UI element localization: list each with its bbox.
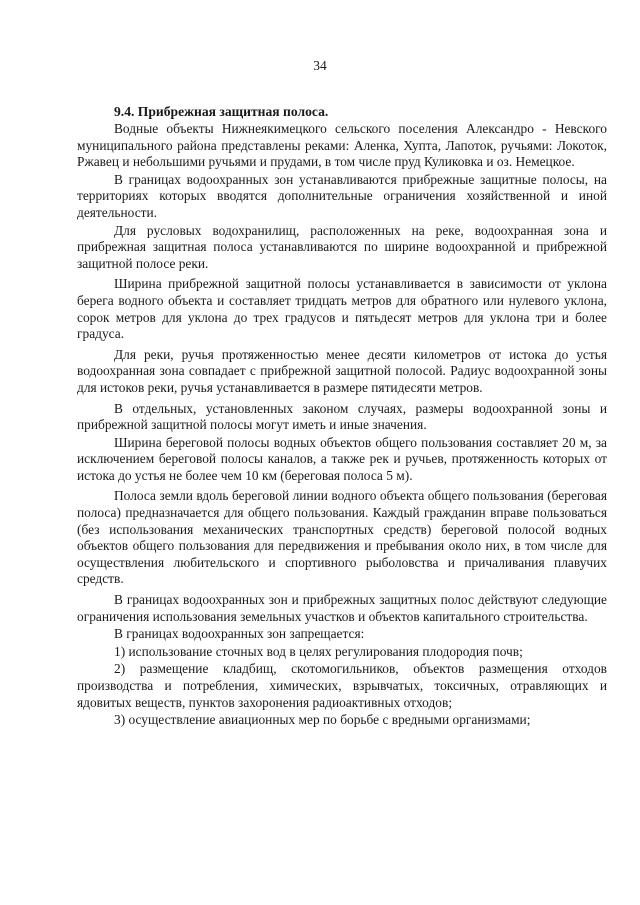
list-item-3: 3) осуществление авиационных мер по борьбе с вредными организмами; xyxy=(114,712,531,728)
paragraph-strip-width: Ширина прибрежной защитной полосы устанавливается в зависимости от уклона берега водного объекта и составляет тридцать метров для обратного или нулевого уклона, сорок метров для уклона до трех градусов и пятьдесят метров для уклона три и более градуса. xyxy=(77,276,607,342)
page-content xyxy=(77,103,607,730)
paragraph-water-objects: Водные объекты Нижнеякимецкого сельского поселения Александро - Невского муниципального района представлены реками: Аленка, Хупта, Лапоток, ручьями: Локоток, Ржавец и небольшими ручьями и прудами, в том числе пруд Куликовка и оз. Немецкое. xyxy=(77,121,607,170)
paragraph-reservoirs: Для русловых водохранилищ, расположенных на реке, водоохранная зона и прибрежная защитная полоса устанавливаются по ширине водоохранной и прибрежной защитной полосе реки. xyxy=(77,222,607,271)
paragraph-small-rivers: Для реки, ручья протяженностью менее десяти километров от истока до устья водоохранная зона совпадает с прибрежной защитной полосой. Радиус водоохранной зоны для истоков реки, ручья устанавливается в размере пятидесяти метров. xyxy=(77,346,607,395)
list-item-2: 2) размещение кладбищ, скотомогильников, объектов размещения отходов производства и потребления, химических, взрывчатых, токсичных, отравляющих и ядовитых веществ, пунктов захоронения радиоактивных отходов; xyxy=(77,661,607,710)
paragraph-protective-strips: В границах водоохранных зон устанавливаются прибрежные защитные полосы, на территориях которых вводятся дополнительные ограничения хозяйственной и иной деятельности. xyxy=(77,171,607,220)
section-heading: 9.4. Прибрежная защитная полоса. xyxy=(114,104,329,119)
paragraph-restrictions-intro: В границах водоохранных зон и прибрежных защитных полос действуют следующие ограничения использования земельных участков и объектов капитального строительства. xyxy=(77,592,607,624)
paragraph-shore-width: Ширина береговой полосы водных объектов общего пользования составляет 20 м, за исключением береговой полосы каналов, а также рек и ручьев, протяженность которых от истока до устья не более чем 10 км (береговая полоса 5 м). xyxy=(77,434,607,483)
paragraph-special-cases: В отдельных, установленных законом случаях, размеры водоохранной зоны и прибрежной защитной полосы могут иметь и иные значения. xyxy=(77,400,607,433)
paragraph-shore-use: Полоса земли вдоль береговой линии водного объекта общего пользования (береговая полоса) предназначается для общего пользования. Каждый гражданин вправе пользоваться (без использования механических транспортных средств) береговой полосой водных объектов общего пользования для передвижения и пребывания около них, в том числе для осуществления любительского и спортивного рыболовства и причаливания плавучих средств. xyxy=(77,488,607,587)
paragraph-prohibited-intro: В границах водоохранных зон запрещается: xyxy=(114,626,365,642)
page-number: 34 xyxy=(313,58,327,73)
list-item-1: 1) использование сточных вод в целях регулирования плодородия почв; xyxy=(114,643,523,659)
